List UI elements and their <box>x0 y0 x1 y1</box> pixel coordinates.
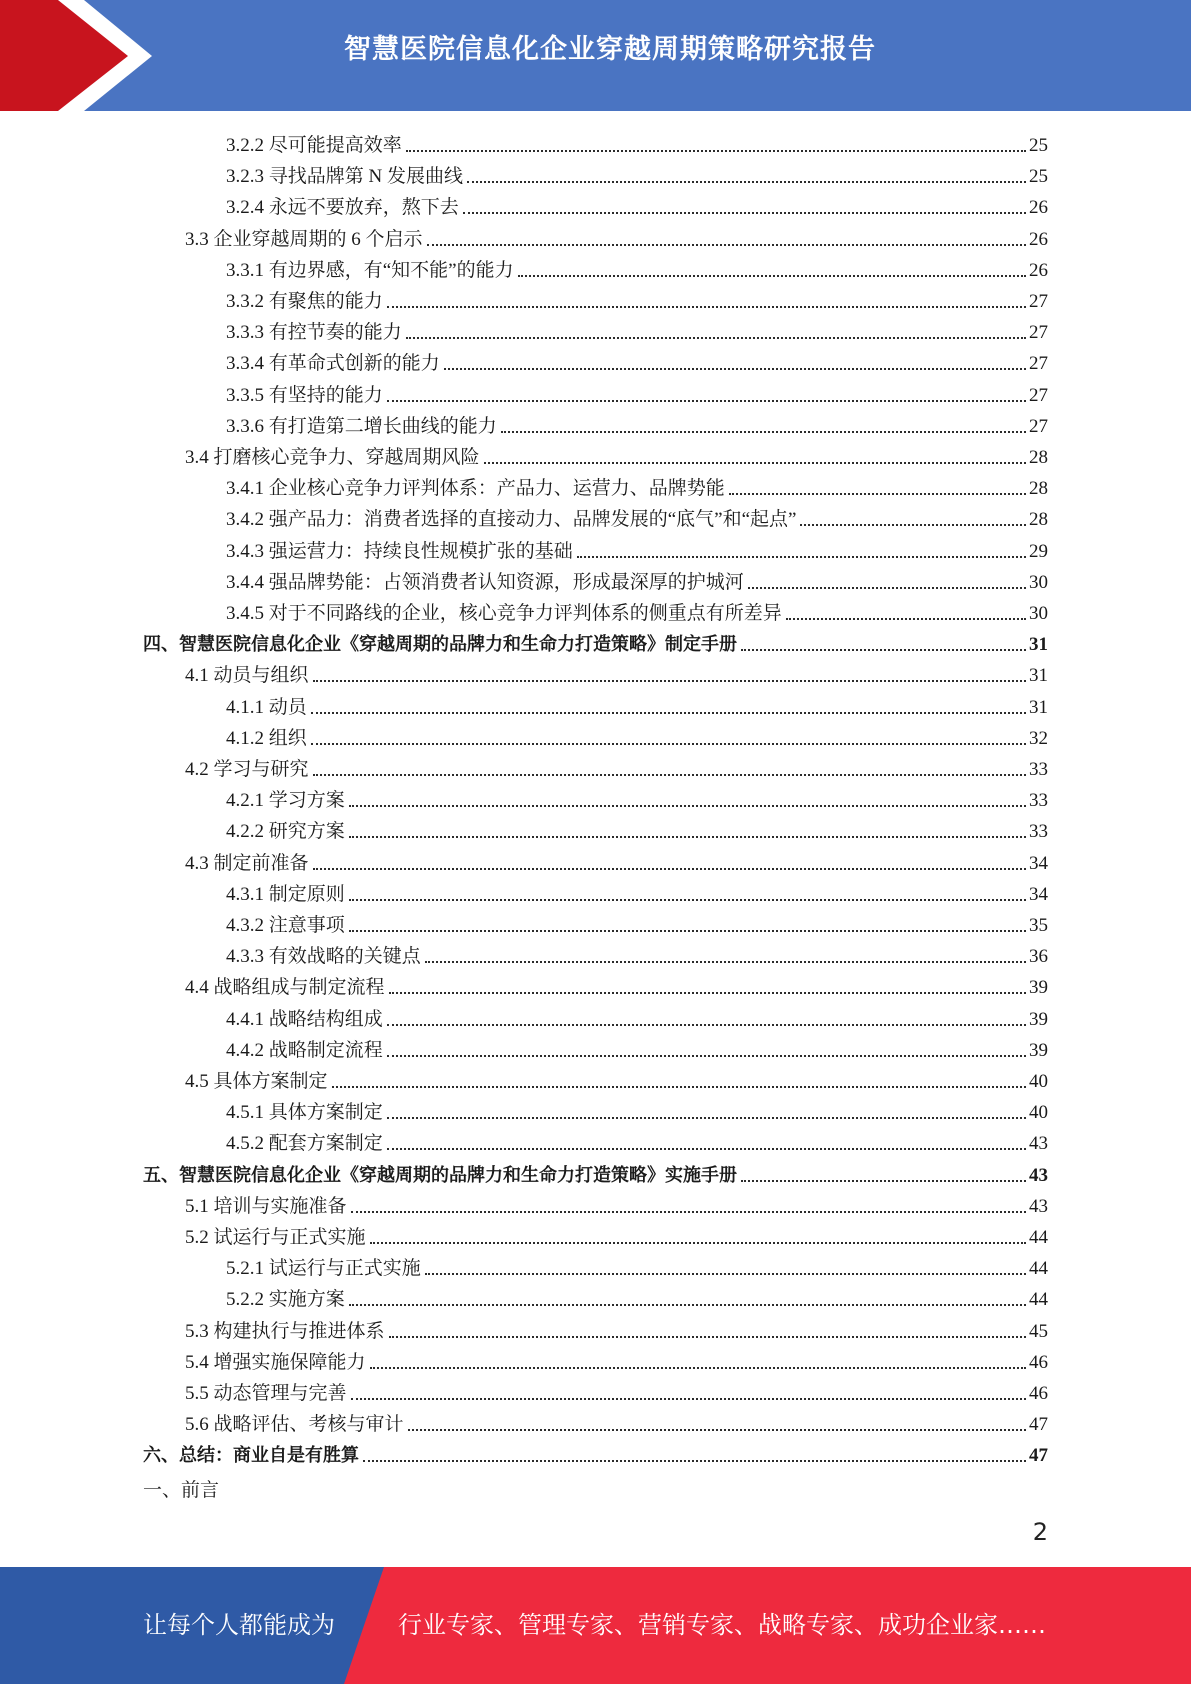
toc-entry[interactable] <box>185 220 1048 251</box>
toc-dot-leader <box>444 368 1026 370</box>
toc-entry-title: 5.5 动态管理与完善 <box>185 1383 347 1404</box>
toc-entry-page: 29 <box>1029 541 1048 562</box>
toc-entry[interactable] <box>185 1187 1048 1218</box>
toc-dot-leader <box>351 1398 1026 1400</box>
toc-dot-leader <box>729 493 1026 495</box>
toc-entry-page: 43 <box>1029 1133 1048 1154</box>
toc-dot-leader <box>370 1367 1026 1369</box>
toc-entry-page: 33 <box>1029 759 1048 780</box>
toc-entry[interactable] <box>185 1343 1048 1374</box>
toc-dot-leader <box>406 337 1026 339</box>
toc-entry-title: 5.4 增强实施保障能力 <box>185 1352 366 1373</box>
toc-entry-title: 五、智慧医院信息化企业《穿越周期的品牌力和生命力打造策略》实施手册 <box>143 1165 737 1186</box>
toc-dot-leader <box>786 618 1026 620</box>
toc-dot-leader <box>387 306 1026 308</box>
toc-entry-title: 4.5.2 配套方案制定 <box>226 1133 383 1154</box>
toc-entry[interactable] <box>226 500 1048 531</box>
toc-entry[interactable] <box>185 438 1048 469</box>
toc-entry-page: 46 <box>1029 1352 1048 1373</box>
toc-dot-leader <box>518 275 1026 277</box>
toc-entry-page: 47 <box>1029 1414 1048 1435</box>
toc-entry[interactable] <box>226 251 1048 282</box>
toc-dot-leader <box>389 992 1026 994</box>
toc-entry-title: 3.4 打磨核心竞争力、穿越周期风险 <box>185 447 480 468</box>
toc-dot-leader <box>387 1148 1026 1150</box>
toc-entry-title: 3.2.4 永远不要放弃，熬下去 <box>226 197 459 218</box>
toc-dot-leader <box>387 1024 1026 1026</box>
toc-entry-title: 3.3.2 有聚焦的能力 <box>226 291 383 312</box>
footer-slogan-right: 行业专家、管理专家、营销专家、战略专家、成功企业家…… <box>398 1611 1046 1639</box>
toc-entry[interactable] <box>226 376 1048 407</box>
toc-dot-leader <box>800 524 1026 526</box>
toc-entry[interactable] <box>226 1093 1048 1124</box>
toc-dot-leader <box>313 680 1026 682</box>
toc-entry-page: 39 <box>1029 977 1048 998</box>
toc-entry-title: 4.4 战略组成与制定流程 <box>185 977 385 998</box>
toc-entry[interactable] <box>226 126 1048 157</box>
toc-entry-title: 4.3.2 注意事项 <box>226 915 345 936</box>
toc-entry-page: 36 <box>1029 946 1048 967</box>
toc-entry-page: 30 <box>1029 603 1048 624</box>
toc-dot-leader <box>748 587 1026 589</box>
toc-dot-leader <box>389 1336 1026 1338</box>
toc-dot-leader <box>741 649 1026 651</box>
toc-entry-page: 34 <box>1029 884 1048 905</box>
toc-entry-title: 3.3.1 有边界感，有“知不能”的能力 <box>226 260 514 281</box>
toc-entry[interactable] <box>226 688 1048 719</box>
toc-entry-title: 3.3.6 有打造第二增长曲线的能力 <box>226 416 497 437</box>
toc-entry[interactable] <box>143 1436 1048 1467</box>
toc-entry-title: 3.4.5 对于不同路线的企业，核心竞争力评判体系的侧重点有所差异 <box>226 603 782 624</box>
toc-entry-page: 33 <box>1029 821 1048 842</box>
toc-entry-page: 27 <box>1029 353 1048 374</box>
toc-entry-title: 3.3.4 有革命式创新的能力 <box>226 353 440 374</box>
toc-entry-page: 27 <box>1029 322 1048 343</box>
toc-entry-title: 4.3.1 制定原则 <box>226 884 345 905</box>
toc-entry[interactable] <box>185 1405 1048 1436</box>
toc-entry-page: 33 <box>1029 790 1048 811</box>
toc-entry[interactable] <box>226 937 1048 968</box>
toc-entry[interactable] <box>226 407 1048 438</box>
toc-entry-page: 27 <box>1029 385 1048 406</box>
toc-entry-title: 5.2.1 试运行与正式实施 <box>226 1258 421 1279</box>
toc-dot-leader <box>501 431 1026 433</box>
toc-entry-title: 3.3.5 有坚持的能力 <box>226 385 383 406</box>
toc-dot-leader <box>311 712 1026 714</box>
toc-entry-title: 3.3 企业穿越周期的 6 个启示 <box>185 229 423 250</box>
toc-entry-page: 25 <box>1029 135 1048 156</box>
toc-entry-title: 5.2.2 实施方案 <box>226 1289 345 1310</box>
toc-entry-page: 43 <box>1029 1196 1048 1217</box>
toc-dot-leader <box>463 212 1026 214</box>
toc-entry-page: 44 <box>1029 1227 1048 1248</box>
toc-entry[interactable] <box>185 1062 1048 1093</box>
toc-entry[interactable] <box>226 469 1048 500</box>
toc-entry-page: 39 <box>1029 1040 1048 1061</box>
toc-entry-title: 4.4.2 战略制定流程 <box>226 1040 383 1061</box>
page-number: 2 <box>1032 1518 1048 1546</box>
toc-dot-leader <box>387 400 1026 402</box>
toc-entry[interactable] <box>226 282 1048 313</box>
toc-entry[interactable] <box>226 1124 1048 1155</box>
toc-entry[interactable] <box>226 812 1048 843</box>
toc-dot-leader <box>313 868 1026 870</box>
toc-entry-title: 4.3 制定前准备 <box>185 853 309 874</box>
toc-entry-page: 28 <box>1029 509 1048 530</box>
page-footer <box>0 1567 1191 1684</box>
toc-entry-title: 3.4.2 强产品力：消费者选择的直接动力、品牌发展的“底气”和“起点” <box>226 509 797 530</box>
toc-dot-leader <box>311 743 1026 745</box>
toc-entry[interactable] <box>226 188 1048 219</box>
toc-entry-title: 5.1 培训与实施准备 <box>185 1196 347 1217</box>
toc-entry-title: 4.1.1 动员 <box>226 697 307 718</box>
toc-dot-leader <box>427 244 1026 246</box>
toc-entry[interactable] <box>226 1000 1048 1031</box>
toc-entry-page: 28 <box>1029 447 1048 468</box>
toc-dot-leader <box>484 462 1026 464</box>
toc-dot-leader <box>406 150 1026 152</box>
toc-entry-page: 31 <box>1029 634 1048 655</box>
toc-entry[interactable] <box>143 625 1048 656</box>
toc-dot-leader <box>349 1304 1026 1306</box>
toc-dot-leader <box>467 181 1026 183</box>
toc-entry-title: 4.5.1 具体方案制定 <box>226 1102 383 1123</box>
toc-entry-page: 44 <box>1029 1258 1048 1279</box>
toc-entry-page: 27 <box>1029 291 1048 312</box>
toc-dot-leader <box>425 1273 1026 1275</box>
toc-entry-page: 45 <box>1029 1321 1048 1342</box>
toc-dot-leader <box>370 1242 1026 1244</box>
toc-entry-title: 3.3.3 有控节奏的能力 <box>226 322 402 343</box>
toc-dot-leader <box>425 961 1026 963</box>
toc-entry[interactable] <box>226 532 1048 563</box>
toc-entry-page: 25 <box>1029 166 1048 187</box>
toc-entry[interactable] <box>226 563 1048 594</box>
toc-entry-page: 40 <box>1029 1071 1048 1092</box>
toc-entry-title: 3.4.4 强品牌势能：占领消费者认知资源，形成最深厚的护城河 <box>226 572 744 593</box>
document-title: 智慧医院信息化企业穿越周期策略研究报告 <box>344 34 876 65</box>
toc-entry-page: 28 <box>1029 478 1048 499</box>
toc-entry[interactable] <box>185 968 1048 999</box>
toc-dot-leader <box>387 1055 1026 1057</box>
toc-dot-leader <box>349 805 1026 807</box>
toc-entry[interactable] <box>185 1218 1048 1249</box>
toc-dot-leader <box>387 1117 1026 1119</box>
toc-entry-title: 3.2.3 寻找品牌第 N 发展曲线 <box>226 166 463 187</box>
toc-entry-page: 32 <box>1029 728 1048 749</box>
toc-entry-page: 31 <box>1029 697 1048 718</box>
toc-entry[interactable] <box>226 781 1048 812</box>
toc-entry-page: 39 <box>1029 1009 1048 1030</box>
toc-entry[interactable] <box>143 1156 1048 1187</box>
toc-entry[interactable] <box>226 344 1048 375</box>
toc-dot-leader <box>741 1180 1026 1182</box>
toc-entry-page: 34 <box>1029 853 1048 874</box>
toc-dot-leader <box>349 899 1026 901</box>
toc-entry[interactable] <box>226 906 1048 937</box>
toc-entry[interactable] <box>226 313 1048 344</box>
toc-entry[interactable] <box>226 875 1048 906</box>
toc-entry-page: 46 <box>1029 1383 1048 1404</box>
toc-entry-page: 31 <box>1029 665 1048 686</box>
toc-entry-title: 3.4.1 企业核心竞争力评判体系：产品力、运营力、品牌势能 <box>226 478 725 499</box>
toc-dot-leader <box>349 930 1026 932</box>
toc-entry-page: 47 <box>1029 1445 1048 1466</box>
toc-dot-leader <box>349 836 1026 838</box>
toc-entry-title: 4.1.2 组织 <box>226 728 307 749</box>
toc-entry-title: 4.2 学习与研究 <box>185 759 309 780</box>
toc-entry-title: 4.3.3 有效战略的关键点 <box>226 946 421 967</box>
toc-entry[interactable] <box>185 1374 1048 1405</box>
page-header <box>0 0 1191 111</box>
toc-entry[interactable] <box>185 844 1048 875</box>
toc-entry-page: 27 <box>1029 416 1048 437</box>
toc-dot-leader <box>363 1460 1026 1462</box>
toc-dot-leader <box>577 556 1026 558</box>
toc-entry[interactable] <box>226 1280 1048 1311</box>
toc-dot-leader <box>351 1211 1026 1213</box>
toc-entry-title: 4.5 具体方案制定 <box>185 1071 328 1092</box>
toc-entry[interactable] <box>226 1031 1048 1062</box>
footer-slogan-left: 让每个人都能成为 <box>143 1611 335 1639</box>
toc-dot-leader <box>332 1086 1026 1088</box>
toc-entry-page: 35 <box>1029 915 1048 936</box>
toc-entry-page: 26 <box>1029 260 1048 281</box>
trailing-heading: 一、前言 <box>143 1480 220 1501</box>
toc-entry-title: 3.2.2 尽可能提高效率 <box>226 135 402 156</box>
toc-dot-leader <box>313 774 1026 776</box>
toc-entry-title: 4.1 动员与组织 <box>185 665 309 686</box>
toc-entry-title: 5.6 战略评估、考核与审计 <box>185 1414 404 1435</box>
toc-entry[interactable] <box>226 1249 1048 1280</box>
toc-entry[interactable] <box>226 157 1048 188</box>
toc-entry-page: 26 <box>1029 229 1048 250</box>
toc-entry-title: 四、智慧医院信息化企业《穿越周期的品牌力和生命力打造策略》制定手册 <box>143 634 737 655</box>
toc-dot-leader <box>408 1429 1026 1431</box>
toc-entry[interactable] <box>226 594 1048 625</box>
toc-entry[interactable] <box>226 719 1048 750</box>
toc-entry[interactable] <box>185 1312 1048 1343</box>
toc-entry-title: 3.4.3 强运营力：持续良性规模扩张的基础 <box>226 541 573 562</box>
toc-entry-page: 43 <box>1029 1165 1048 1186</box>
toc-entry-title: 六、总结：商业自是有胜算 <box>143 1445 359 1466</box>
toc-entry-page: 40 <box>1029 1102 1048 1123</box>
toc-entry-title: 4.2.1 学习方案 <box>226 790 345 811</box>
toc-entry-page: 26 <box>1029 197 1048 218</box>
toc-entry[interactable] <box>185 656 1048 687</box>
toc-entry-title: 5.2 试运行与正式实施 <box>185 1227 366 1248</box>
toc-entry-page: 44 <box>1029 1289 1048 1310</box>
toc-entry-title: 5.3 构建执行与推进体系 <box>185 1321 385 1342</box>
toc-entry[interactable] <box>185 750 1048 781</box>
toc-entry-page: 30 <box>1029 572 1048 593</box>
toc-entry-title: 4.4.1 战略结构组成 <box>226 1009 383 1030</box>
toc-entry-title: 4.2.2 研究方案 <box>226 821 345 842</box>
